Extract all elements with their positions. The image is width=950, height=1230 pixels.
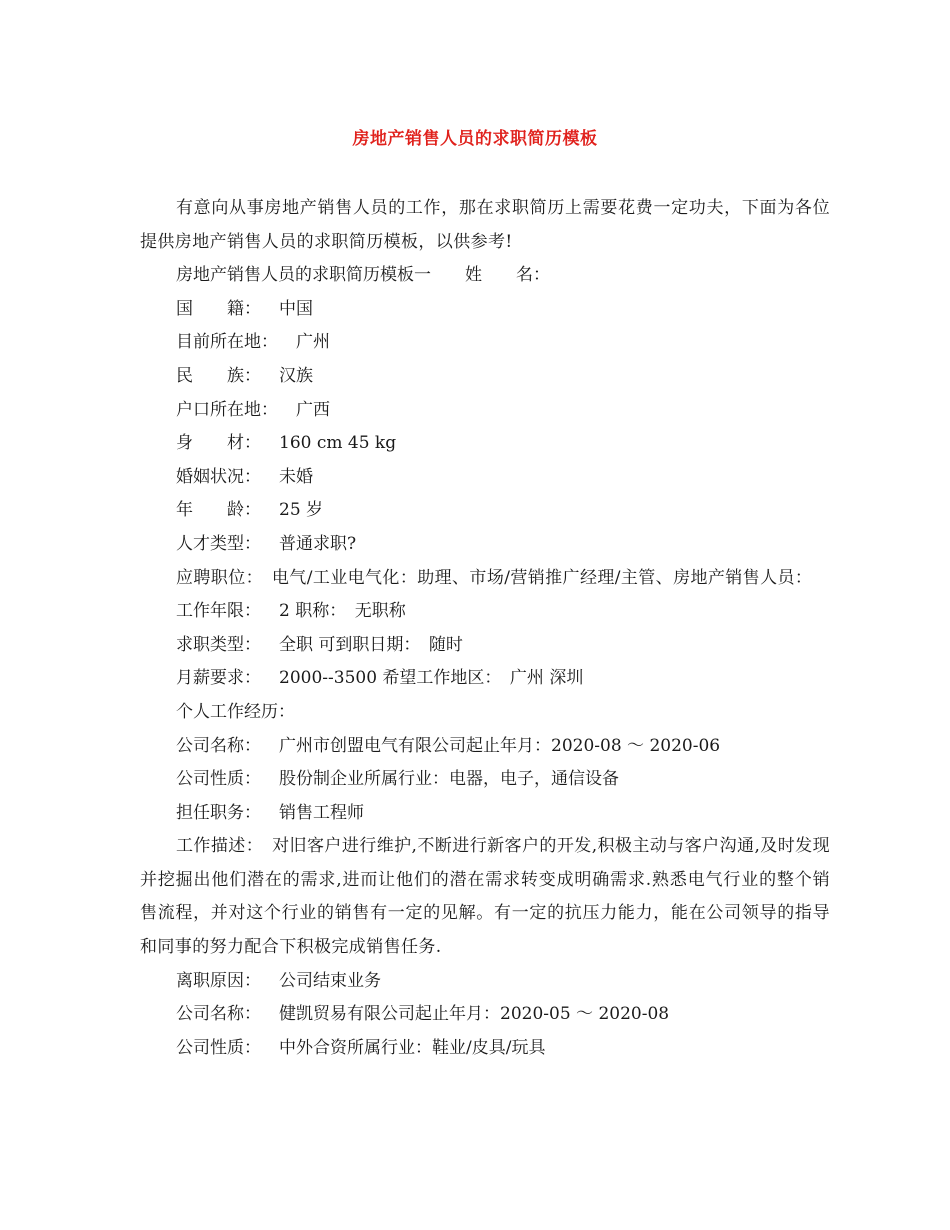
field-value: 公司结束业务 xyxy=(279,970,381,991)
field-value: 160 cm 45 kg xyxy=(279,433,397,454)
field-row xyxy=(140,1032,830,1066)
field-row xyxy=(140,326,830,360)
field-value: 股份制企业所属行业：电器，电子，通信设备 xyxy=(279,769,619,790)
field-label: 离职原因： xyxy=(176,970,261,991)
field-value: 汉族 xyxy=(279,365,313,386)
field-row xyxy=(140,360,830,394)
field-value: 中国 xyxy=(279,298,313,319)
job2-fields xyxy=(140,998,830,1065)
field-value: 2000--3500 希望工作地区： 广州 深圳 xyxy=(279,668,584,689)
position-applied: 应聘职位： 电气/工业电气化：助理、市场/营销推广经理/主管、房地产销售人员： xyxy=(176,567,813,588)
field-row xyxy=(140,763,830,797)
field-label: 身 材： xyxy=(176,433,261,454)
field-label: 人才类型： xyxy=(176,533,261,554)
field-value: 中外合资所属行业：鞋业/皮具/玩具 xyxy=(279,1037,546,1058)
field-row xyxy=(140,394,830,428)
field-row xyxy=(140,965,830,999)
experience-heading: 个人工作经历： xyxy=(176,701,295,722)
field-label: 公司名称： xyxy=(176,735,261,756)
job1-fields xyxy=(140,730,830,831)
field-row xyxy=(140,293,830,327)
field-value: 销售工程师 xyxy=(279,802,364,823)
field-label: 民 族： xyxy=(176,365,261,386)
field-label: 国 籍： xyxy=(176,298,261,319)
document-body xyxy=(140,192,830,1065)
field-value: 广州市创盟电气有限公司起止年月：2020-08 ～ 2020-06 xyxy=(279,735,721,756)
field-value: 全职 可到职日期： 随时 xyxy=(279,634,463,655)
field-label: 年 龄： xyxy=(176,500,261,521)
template-heading: 房地产销售人员的求职简历模板一 姓 名： xyxy=(176,265,550,286)
field-value: 未婚 xyxy=(279,466,313,487)
field-row xyxy=(140,998,830,1032)
field-label: 公司性质： xyxy=(176,769,261,790)
field-value: 健凯贸易有限公司起止年月：2020-05 ～ 2020-08 xyxy=(279,1004,670,1025)
field-row xyxy=(140,461,830,495)
field-value: 普通求职? xyxy=(279,533,357,554)
field-value: 广西 xyxy=(296,399,330,420)
field-value: 2 职称： 无职称 xyxy=(279,601,406,622)
field-label: 公司名称： xyxy=(176,1004,261,1025)
field-row xyxy=(140,528,830,562)
field-label: 户口所在地： xyxy=(176,399,278,420)
personal-fields xyxy=(140,293,830,562)
field-row xyxy=(140,797,830,831)
field-label: 婚姻状况： xyxy=(176,466,261,487)
field-value: 25 岁 xyxy=(279,500,324,521)
field-value: 广州 xyxy=(296,332,330,353)
field-label: 工作年限： xyxy=(176,601,261,622)
field-row xyxy=(140,595,830,629)
document-title: 房地产销售人员的求职简历模板 xyxy=(352,129,598,149)
field-row xyxy=(140,730,830,764)
field-row xyxy=(140,662,830,696)
job-preference-fields xyxy=(140,595,830,696)
field-row xyxy=(140,629,830,663)
job1-description: 工作描述： 对旧客户进行维护,不断进行新客户的开发,积极主动与客户沟通,及时发现并挖掘出他们潜在的需求,进而让他们的潜在需求转变成明确需求.熟悉电气行业的整个销售流程，并对这个行业的销售有一定的见解。有一定的抗压力能力，能在公司领导的指导和同事的努力配合下积极完成销售任务. xyxy=(140,836,830,958)
field-label: 担任职务： xyxy=(176,802,261,823)
field-label: 求职类型： xyxy=(176,634,261,655)
field-label: 目前所在地： xyxy=(176,332,278,353)
intro-paragraph: 有意向从事房地产销售人员的工作，那在求职简历上需要花费一定功夫，下面为各位提供房地产销售人员的求职简历模板，以供参考! xyxy=(140,198,830,252)
field-label: 月薪要求： xyxy=(176,668,261,689)
field-label: 公司性质： xyxy=(176,1037,261,1058)
field-row xyxy=(140,427,830,461)
field-row xyxy=(140,494,830,528)
